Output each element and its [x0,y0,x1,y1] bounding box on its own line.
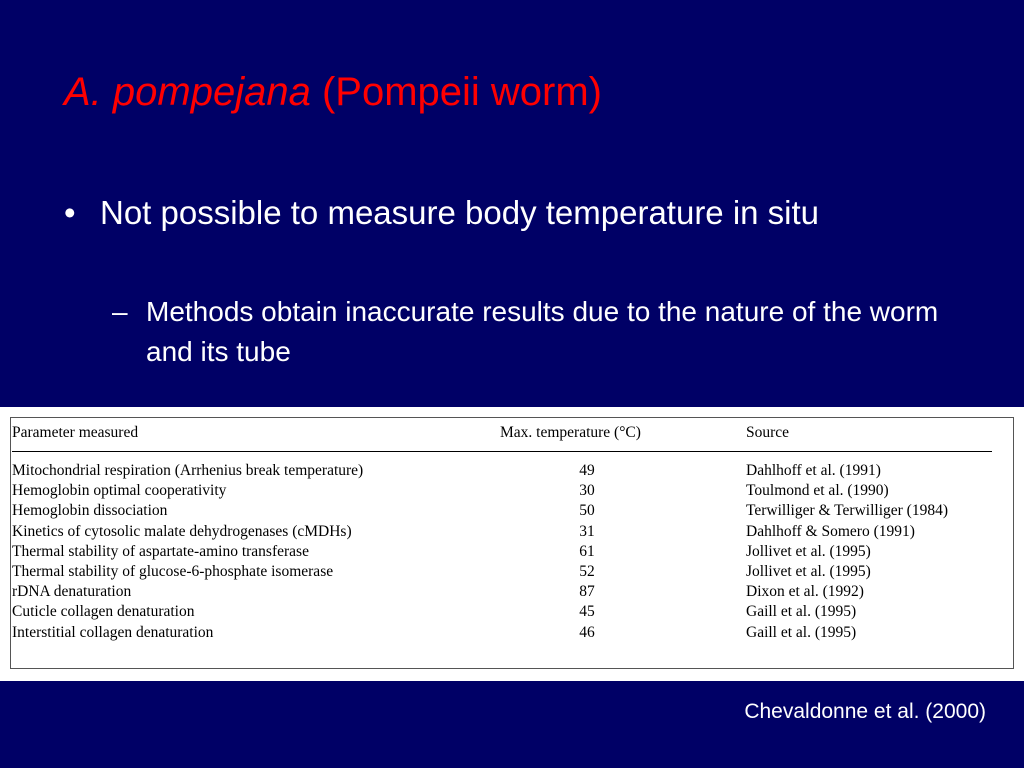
slide-title [64,72,602,112]
cell-param: Cuticle collagen denaturation [12,603,195,621]
table-row [12,501,992,521]
cell-source: Dahlhoff et al. (1991) [746,462,881,479]
cell-temp: 31 [579,522,595,540]
cell-source: Gaill et al. (1995) [746,623,857,641]
cell-source: Dixon et al. (1992) [746,583,864,601]
table-row [12,623,992,643]
cell-temp: 52 [579,562,595,580]
table-row [12,461,992,481]
cell-param: rDNA denaturation [12,583,132,601]
title-common-name: (Pompeii worm) [310,70,602,114]
bullet-text: Not possible to measure body temperature in situ [100,194,820,231]
header-param: Parameter measured [12,424,139,441]
cell-source: Terwilliger & Terwilliger (1984) [746,502,948,520]
cell-source: Gaill et al. (1995) [746,603,857,621]
citation: Chevaldonne et al. (2000) [744,700,986,723]
cell-source: Jollivet et al. (1995) [746,562,871,580]
cell-temp: 45 [579,603,595,621]
subbullet-text: Methods obtain inaccurate results due to the nature of the worm and its tube [146,296,939,367]
bullet-1 [64,190,964,236]
cell-temp: 61 [579,542,595,560]
cell-param: Interstitial collagen denaturation [12,623,214,641]
header-source: Source [746,424,790,441]
title-species: A. pompejana [64,70,311,114]
table-header-row [12,423,992,447]
cell-temp: 87 [579,583,595,601]
bullet-marker: • [64,194,76,231]
subbullet-marker: – [112,296,128,327]
table-row [12,542,992,562]
table-body [12,461,992,643]
cell-param: Thermal stability of glucose-6-phosphate isomerase [12,562,334,580]
subbullet-1 [112,292,992,372]
table-image [0,407,1024,681]
cell-source: Jollivet et al. (1995) [746,542,871,560]
table-row [12,582,992,602]
cell-param: Hemoglobin optimal cooperativity [12,482,227,500]
cell-param: Thermal stability of aspartate-amino transferase [12,542,309,560]
header-rule [12,451,992,452]
header-temp: Max. temperature (°C) [500,424,641,441]
cell-source: Dahlhoff & Somero (1991) [746,522,915,540]
table-row [12,522,992,542]
cell-temp: 50 [579,502,595,520]
temperature-table [12,423,992,643]
cell-source: Toulmond et al. (1990) [746,482,889,500]
cell-temp: 30 [579,482,595,500]
cell-temp: 46 [579,623,595,641]
table-row [12,481,992,501]
cell-param: Kinetics of cytosolic malate dehydrogenases (cMDHs) [12,522,352,540]
table-row [12,562,992,582]
cell-temp: 49 [579,462,595,479]
table-row [12,602,992,622]
cell-param: Mitochondrial respiration (Arrhenius break temperature) [12,462,364,479]
cell-param: Hemoglobin dissociation [12,502,168,520]
